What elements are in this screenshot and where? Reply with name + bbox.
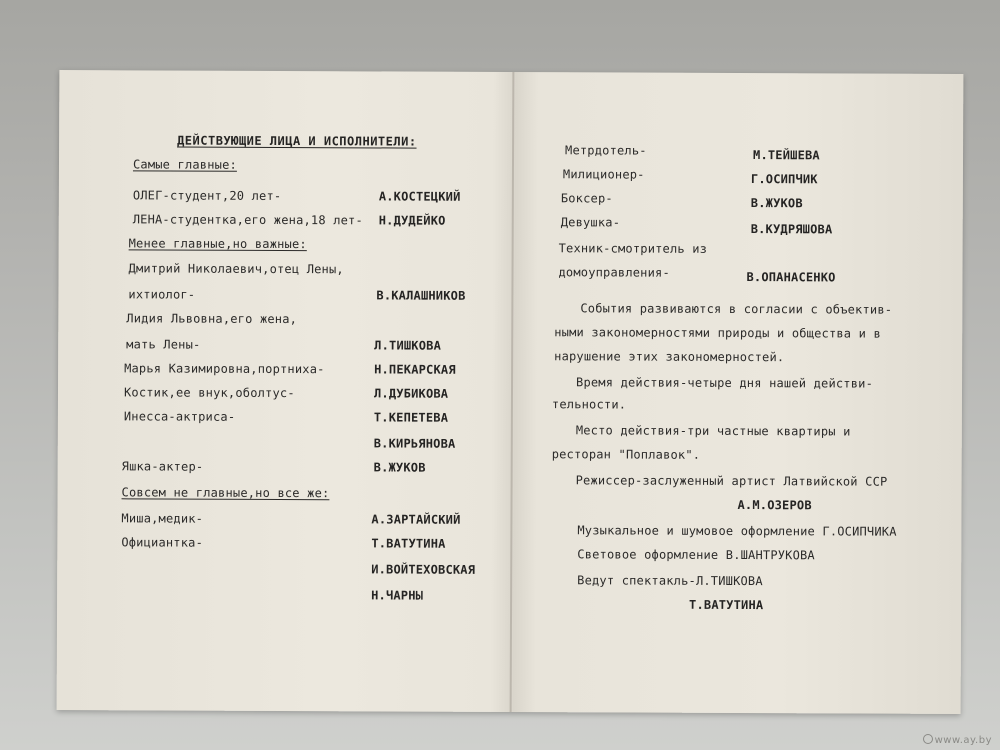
actor-teysheva: М.ТЕЙШЕВА [753, 148, 820, 163]
role-technician: Техник-смотритель из [558, 241, 708, 256]
watermark-logo-icon [923, 734, 933, 744]
actor-tishkova: Л.ТИШКОВА [374, 338, 442, 353]
cast-right-column [513, 72, 964, 714]
section-title-minor: Совсем не главные,но все же: [121, 485, 330, 501]
actor-dubikova: Л.ДУБИКОВА [373, 386, 449, 401]
actor-dudeyko: Н.ДУДЕЙКО [378, 213, 446, 228]
role-girl: Девушка- [560, 215, 621, 230]
role-yashka: Яшка-актер- [121, 459, 204, 474]
section-title-main: Самые главные: [132, 157, 237, 172]
role-dmitriy: Дмитрий Николаевич,отец Лены, [128, 261, 344, 277]
place-line-1: Место действия-три частные квартиры и [575, 423, 851, 439]
actor-kosteckiy: А.КОСТЕЦКИЙ [378, 189, 461, 204]
role-house-management: домоуправления- [558, 265, 670, 280]
actor-kepeteva: Т.КЕПЕТЕВА [373, 410, 449, 425]
program-sheet [57, 70, 964, 714]
role-lidiya: Лидия Львовна,его жена, [126, 311, 298, 327]
actor-opanasenko: В.ОПАНАСЕНКО [746, 270, 836, 285]
role-marya: Марья Казимировна,портниха- [124, 361, 325, 377]
role-waitress: Официантка- [121, 535, 204, 550]
role-policeman: Милиционер- [562, 167, 645, 182]
place-line-2: ресторан "Поплавок". [551, 447, 701, 462]
cast-left-column [57, 70, 510, 712]
role-ichthyologist: ихтиолог- [128, 287, 196, 302]
actor-osipchik: Г.ОСИПЧИК [750, 172, 818, 187]
actor-kudryashova: В.КУДРЯШОВА [750, 222, 833, 237]
light-credit: Световое оформление В.ШАНТРУКОВА [577, 547, 815, 563]
role-lena: ЛЕНА-студентка,его жена,18 лет- [132, 212, 363, 228]
time-line-2: тельности. [551, 397, 627, 412]
events-line-1: События развиваются в согласии с объектив- [580, 301, 893, 317]
director-line: Режиссер-заслуженный артист Латвийской ССР [575, 473, 888, 489]
role-misha: Миша,медик- [121, 511, 204, 526]
site-watermark: www.ay.by [923, 734, 992, 746]
actor-zhukov: В.ЖУКОВ [373, 460, 426, 475]
actor-zartayskiy: А.ЗАРТАЙСКИЙ [371, 512, 461, 527]
role-oleg: ОЛЕГ-студент,20 лет- [132, 188, 282, 204]
role-maitre: Метрдотель- [565, 143, 647, 158]
role-lena-mother: мать Лены- [126, 337, 201, 352]
music-credit: Музыкальное и шумовое оформление Г.ОСИПЧИКА [577, 523, 897, 539]
events-line-3: нарушение этих закономерностей. [554, 349, 785, 365]
actor-charny: Н.ЧАРНЫ [371, 588, 424, 603]
actor-voytekhovskaya: И.ВОЙТЕХОВСКАЯ [371, 562, 476, 577]
lead-credit: Ведут спектакль-Л.ТИШКОВА [577, 573, 763, 589]
time-line-1: Время действия-четыре дня нашей действи- [576, 375, 874, 391]
director-name: А.М.ОЗЕРОВ [737, 497, 812, 513]
events-line-2: ными закономерностями природы и общества и в [554, 325, 881, 341]
role-inessa: Инесса-актриса- [123, 409, 236, 424]
role-boxer: Боксер- [560, 191, 613, 206]
actor-kiryanova: В.КИРЬЯНОВА [373, 436, 456, 451]
actor-pekarskaya: Н.ПЕКАРСКАЯ [374, 362, 456, 377]
actor-zhukov-2: В.ЖУКОВ [750, 196, 803, 211]
lead-name-2: Т.ВАТУТИНА [689, 597, 764, 613]
actor-kalashnikov: В.КАЛАШНИКОВ [376, 288, 466, 303]
cast-heading: ДЕЙСТВУЮЩИЕ ЛИЦА И ИСПОЛНИТЕЛИ: [177, 133, 417, 149]
actor-vatutina: Т.ВАТУТИНА [371, 536, 446, 551]
role-kostik: Костик,ее внук,оболтус- [123, 385, 295, 401]
section-title-secondary: Менее главные,но важные: [128, 236, 307, 252]
